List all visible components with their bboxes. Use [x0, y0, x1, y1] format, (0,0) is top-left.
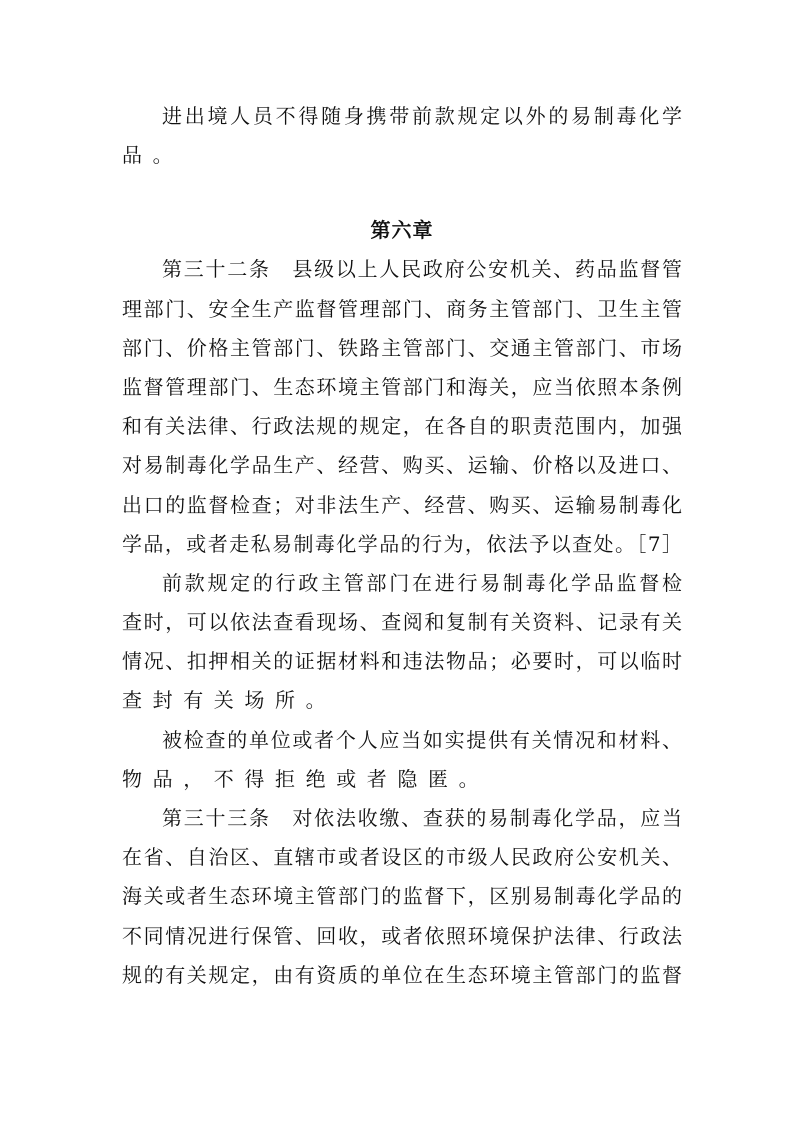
text-line: 对易制毒化学品生产、经营、购买、运输、价格以及进口、	[122, 453, 682, 478]
paragraph	[122, 250, 682, 564]
article-body	[122, 250, 682, 995]
text-line: 海关或者生态环境主管部门的监督下，区别易制毒化学品的	[122, 884, 682, 909]
text-line: 进出境人员不得随身携带前款规定以外的易制毒化学	[162, 104, 682, 128]
chapter-heading: 第六章	[370, 218, 434, 243]
text-line: 规的有关规定，由有资质的单位在生态环境主管部门的监督	[122, 962, 682, 987]
text-line: 出口的监督检查；对非法生产、经营、购买、运输易制毒化	[122, 492, 682, 517]
text-line: 品。	[122, 143, 184, 168]
text-line: 在省、自治区、直辖市或者设区的市级人民政府公安机关、	[122, 845, 682, 870]
text-line: 部门、价格主管部门、铁路主管部门、交通主管部门、市场	[122, 335, 682, 360]
paragraph	[122, 564, 682, 721]
text-line: 理部门、安全生产监督管理部门、商务主管部门、卫生主管	[122, 296, 682, 321]
text-line: 情况、扣押相关的证据材料和违法物品；必要时，可以临时	[122, 649, 682, 674]
text-line: 第三十二条 县级以上人民政府公安机关、药品监督管	[162, 257, 682, 282]
paragraph-before	[122, 97, 682, 175]
text-line: 物品，不得拒绝或者隐匿。	[122, 766, 490, 791]
text-line: 和有关法律、行政法规的规定，在各自的职责范围内，加强	[122, 414, 682, 439]
text-line: 监督管理部门、生态环境主管部门和海关，应当依照本条例	[122, 374, 682, 399]
text-line: 前款规定的行政主管部门在进行易制毒化学品监督检	[162, 570, 682, 595]
text-line: 查时，可以依法查看现场、查阅和复制有关资料、记录有关	[122, 610, 682, 635]
text-line: 查封有关场所。	[122, 688, 337, 713]
paragraph	[122, 799, 682, 995]
document-page	[122, 97, 682, 995]
text-line: 第三十三条 对依法收缴、查获的易制毒化学品，应当	[162, 806, 682, 830]
paragraph	[122, 721, 682, 799]
text-line: 不同情况进行保管、回收，或者依照环境保护法律、行政法	[122, 923, 682, 948]
text-line: 学品，或者走私易制毒化学品的行为，依法予以查处。［7］	[122, 531, 682, 556]
text-line: 被检查的单位或者个人应当如实提供有关情况和材料、	[162, 727, 682, 752]
